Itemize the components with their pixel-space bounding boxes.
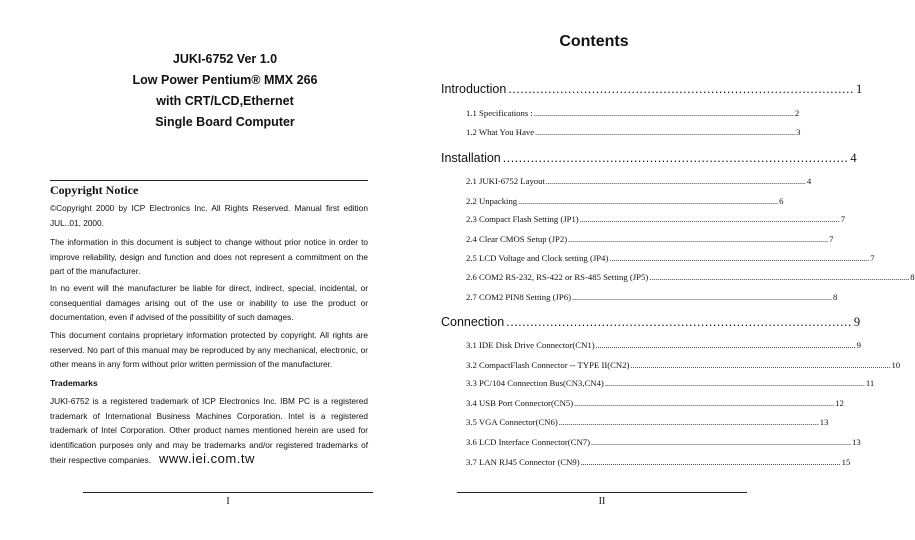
title-line: Single Board Computer xyxy=(155,115,295,129)
toc-entry-page: 13 xyxy=(819,417,829,427)
toc-section-introduction[interactable] xyxy=(441,82,863,97)
toc-entry-page: 12 xyxy=(835,398,844,408)
toc-entry[interactable] xyxy=(466,398,844,409)
toc-section-label: Connection xyxy=(441,315,505,329)
trademarks-heading: Trademarks xyxy=(50,378,98,388)
title-line: Low Power Pentium® MMX 266 xyxy=(132,73,318,87)
toc-entry[interactable] xyxy=(466,176,812,187)
toc-section-page: 4 xyxy=(850,151,857,165)
toc-entry-label: 3.7 LAN RJ45 Connector (CN9) xyxy=(466,457,580,467)
toc-entry-label: 2.1 JUKI-6752 Layout xyxy=(466,176,545,186)
toc-leader: .................................................................................................................................. xyxy=(591,438,851,447)
trademarks-paragraph xyxy=(50,394,368,468)
toc-section-page: 1 xyxy=(855,82,863,96)
toc-entry-label: 3.4 USB Port Connector(CN5) xyxy=(466,398,574,408)
toc-entry[interactable] xyxy=(466,378,875,389)
toc-entry-page: 10 xyxy=(891,360,901,370)
toc-leader: .................................................................................................................................. xyxy=(595,341,856,350)
toc-leader: ....................................................................................... xyxy=(502,151,849,165)
toc-entry-page: 7 xyxy=(829,234,834,244)
toc-leader: .................................................................................................................................. xyxy=(604,379,865,388)
contents-title: Contents xyxy=(559,33,629,50)
trademarks-text: JUKI-6752 is a registered trademark of ICP Electronics Inc. IBM PC is a registered trademark of International Business Machines Corporation. Intel is a registered trademark of Intel Corporation. Other product names mentioned herein are used for identification purposes only and may be trademarks and/or registered trademarks of their respective companies. xyxy=(50,396,368,466)
toc-entry-page: 8 xyxy=(910,272,915,282)
title-line: JUKI-6752 Ver 1.0 xyxy=(172,52,278,66)
footer-rule xyxy=(83,492,373,493)
proprietary-paragraph: This document contains proprietary information protected by copyright. All rights are reserved. No part of this manual may be reproduced by any mechanical, electronic, or other means in any form without prior written permission of the manufacturer. xyxy=(50,330,368,370)
toc-entry-page: 8 xyxy=(832,292,838,302)
footer-rule xyxy=(457,492,747,493)
toc-section-label: Introduction xyxy=(441,82,507,96)
toc-entry-label: 3.2 CompactFlash Connector -- TYPE II(CN2) xyxy=(466,360,630,370)
toc-section-page: 9 xyxy=(853,315,861,329)
toc-entry-page: 7 xyxy=(870,253,875,263)
toc-entry-label: 3.1 IDE Disk Drive Connector(CN1) xyxy=(466,340,595,350)
website-link[interactable]: www.iei.com.tw xyxy=(159,451,255,467)
toc-entry[interactable] xyxy=(466,417,829,428)
toc-leader: .................................................................................................................................. xyxy=(535,128,796,137)
toc-entry-label: 2.2 Unpacking xyxy=(466,196,518,206)
toc-section-installation[interactable] xyxy=(441,151,857,166)
toc-entry-page: 15 xyxy=(841,457,851,467)
toc-entry-label: 2.7 COM2 PIN8 Setting (JP6) xyxy=(466,292,571,302)
title-line: with CRT/LCD,Ethernet xyxy=(156,94,294,108)
page-number: II xyxy=(598,496,606,507)
toc-leader: ....................................................................................... xyxy=(506,315,852,329)
toc-entry-page: 3 xyxy=(796,127,801,137)
page-number: I xyxy=(226,496,230,507)
copyright-heading: Copyright Notice xyxy=(50,183,139,197)
title-block xyxy=(60,49,390,133)
toc-entry-label: 1.1 Specifications : xyxy=(466,108,533,118)
toc-entry[interactable] xyxy=(466,340,861,351)
toc-entry-label: 2.5 LCD Voltage and Clock setting (JP4) xyxy=(466,253,609,263)
toc-leader: .................................................................................................................................. xyxy=(630,361,891,370)
section-divider xyxy=(50,180,368,181)
toc-entry[interactable] xyxy=(466,253,875,264)
toc-entry[interactable] xyxy=(466,234,834,245)
toc-entry[interactable] xyxy=(466,292,838,303)
toc-entry-page: 6 xyxy=(779,196,784,206)
toc-leader: .................................................................................................................................. xyxy=(574,399,835,408)
copyright-paragraph: ©Copyright 2000 by ICP Electronics Inc. All Rights Reserved. Manual first edition JUL..01, 2000. xyxy=(50,203,368,228)
toc-entry-page: 9 xyxy=(856,340,861,350)
toc-entry-page: 11 xyxy=(865,378,875,388)
toc-entry-label: 1.2 What You Have xyxy=(466,127,535,137)
toc-entry[interactable] xyxy=(466,272,915,283)
toc-entry[interactable] xyxy=(466,127,801,138)
toc-entry[interactable] xyxy=(466,214,846,225)
toc-leader: .................................................................................................................................. xyxy=(609,254,870,263)
toc-entry-label: 2.6 COM2 RS-232, RS-422 or RS-485 Setting (JP5) xyxy=(466,272,649,282)
toc-entry-label: 3.6 LCD Interface Connector(CN7) xyxy=(466,437,590,447)
toc-entry[interactable] xyxy=(466,196,784,207)
toc-leader: .................................................................................................................................. xyxy=(571,293,832,302)
toc-section-connection[interactable] xyxy=(441,315,861,330)
toc-leader: .................................................................................................................................. xyxy=(568,235,829,244)
toc-section-label: Installation xyxy=(441,151,501,165)
toc-entry[interactable] xyxy=(466,437,861,448)
toc-leader: .................................................................................................................................. xyxy=(580,458,841,467)
toc-entry[interactable] xyxy=(466,360,901,371)
toc-entry-label: 3.5 VGA Connector(CN6) xyxy=(466,417,558,427)
toc-entry-label: 2.3 Compact Flash Setting (JP1) xyxy=(466,214,579,224)
toc-leader: .................................................................................................................................. xyxy=(518,197,779,206)
toc-entry-label: 2.4 Clear CMOS Setup (JP2) xyxy=(466,234,568,244)
toc-leader: .................................................................................................................................. xyxy=(579,215,840,224)
toc-entry[interactable] xyxy=(466,457,851,468)
toc-leader: .................................................................................................................................. xyxy=(649,273,910,282)
toc-entry-page: 7 xyxy=(840,214,846,224)
toc-leader: .................................................................................................................................. xyxy=(558,418,819,427)
toc-leader: ....................................................................................... xyxy=(508,82,854,96)
toc-entry-page: 13 xyxy=(852,437,861,447)
notice-paragraph: The information in this document is subject to change without prior notice in order to improve reliability, design and function and does not represent a commitment on the part of the manufacturer. xyxy=(50,237,368,277)
liability-paragraph: In no event will the manufacturer be liable for direct, indirect, special, incidental, or consequential damages arising out of the use or inability to use the product or documentation, even if advised of the possibility of such damages. xyxy=(50,283,368,323)
toc-leader: .................................................................................................................................. xyxy=(545,177,806,186)
toc-entry[interactable] xyxy=(466,108,800,119)
toc-leader: .................................................................................................................................. xyxy=(533,109,794,118)
toc-entry-page: 4 xyxy=(806,176,812,186)
toc-entry-label: 3.3 PC/104 Connection Bus(CN3,CN4) xyxy=(466,378,604,388)
toc-entry-page: 2 xyxy=(794,108,800,118)
